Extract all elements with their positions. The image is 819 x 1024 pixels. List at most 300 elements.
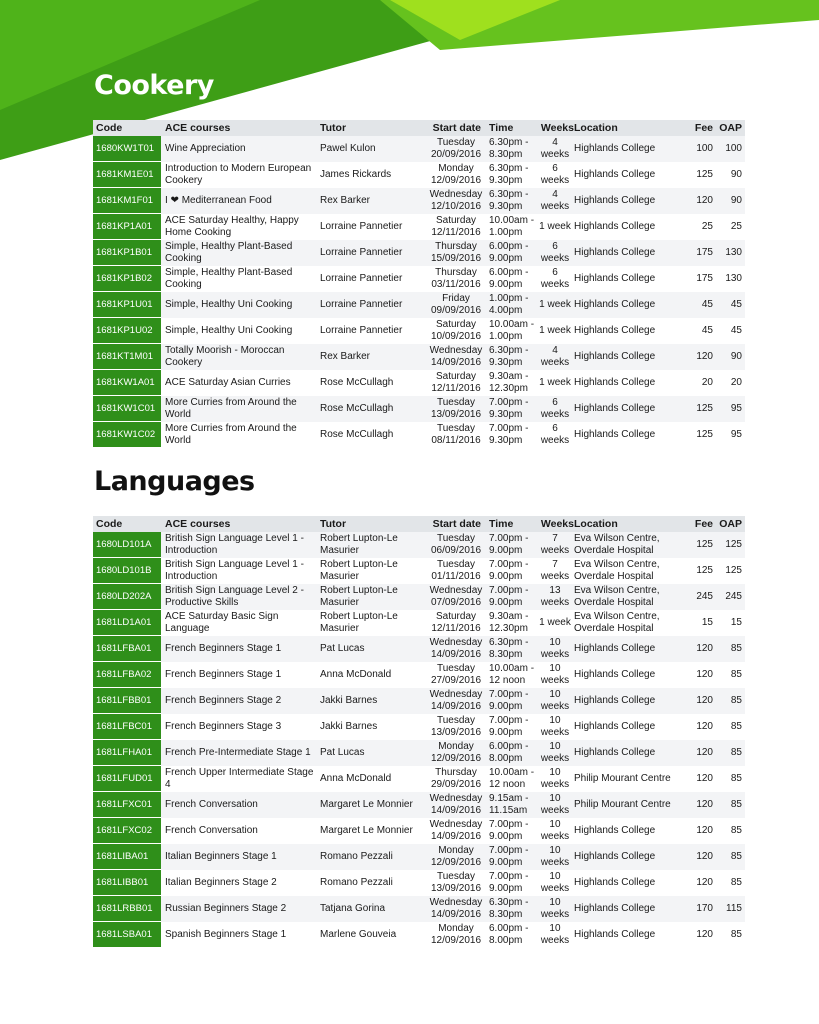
col-course: ACE courses xyxy=(165,518,231,530)
location xyxy=(574,532,684,558)
location xyxy=(574,584,684,610)
class-time-line1: 6.30pm - xyxy=(489,897,529,908)
languages-title: Languages xyxy=(94,466,255,497)
weeks-count-line1: 6 xyxy=(552,241,558,252)
class-time-line2: 9.00pm xyxy=(489,701,523,712)
table-row xyxy=(93,792,745,818)
start-date-line2: 12/09/2016 xyxy=(430,175,482,186)
start-date-line1: Wednesday xyxy=(429,819,483,830)
start-date-line1: Thursday xyxy=(435,767,477,778)
course-code: 1681KW1C01 xyxy=(93,396,161,422)
table-header xyxy=(93,120,745,136)
weeks-count-line1: 10 xyxy=(549,741,561,752)
table-row xyxy=(93,266,745,292)
class-time-line2: 9.00pm xyxy=(489,545,523,556)
location-line1: Highlands College xyxy=(574,747,656,758)
start-date xyxy=(427,818,485,844)
oap-value: 85 xyxy=(730,695,742,706)
class-time xyxy=(485,896,536,922)
start-date-line2: 14/09/2016 xyxy=(430,357,482,368)
tutor-name: Anna McDonald xyxy=(320,669,392,680)
table-row xyxy=(93,922,745,948)
weeks-count xyxy=(536,240,574,266)
col-location: Location xyxy=(574,122,618,134)
fee-value: 120 xyxy=(696,721,713,732)
start-date-line1: Thursday xyxy=(435,241,477,252)
start-date xyxy=(427,584,485,610)
fee-value: 25 xyxy=(701,221,713,232)
start-date-line1: Tuesday xyxy=(437,663,475,674)
col-time: Time xyxy=(489,518,514,530)
weeks-count-line1: 4 xyxy=(552,189,558,200)
class-time-line2: 11.15am xyxy=(489,805,528,816)
tutor-name: Rex Barker xyxy=(320,195,371,206)
weeks-count-line2: weeks xyxy=(540,727,570,738)
class-time-line1: 7.00pm - xyxy=(489,845,529,856)
location-line1: Highlands College xyxy=(574,721,656,732)
weeks-count xyxy=(536,370,574,396)
class-time-line1: 7.00pm - xyxy=(489,689,529,700)
course-code: 1681KW1A01 xyxy=(93,370,161,396)
fee-value: 120 xyxy=(696,669,713,680)
weeks-count xyxy=(536,266,574,292)
class-time-line2: 8.30pm xyxy=(489,149,523,160)
class-time-line1: 10.00am - xyxy=(489,319,535,330)
start-date xyxy=(427,422,485,448)
location-line1: Highlands College xyxy=(574,351,656,362)
cookery-title: Cookery xyxy=(94,70,214,101)
col-tutor: Tutor xyxy=(320,122,347,134)
course-code: 1681LFXC01 xyxy=(93,792,161,818)
fee-value: 120 xyxy=(696,695,713,706)
tutor-name: Rose McCullagh xyxy=(320,429,394,440)
weeks-count-line1: 1 week xyxy=(539,325,571,336)
table-row xyxy=(93,188,745,214)
fee-value: 245 xyxy=(696,591,713,602)
weeks-count-line1: 10 xyxy=(549,871,561,882)
weeks-count xyxy=(536,188,574,214)
class-time-line2: 9.30pm xyxy=(489,435,523,446)
start-date-line2: 27/09/2016 xyxy=(430,675,482,686)
table-row xyxy=(93,896,745,922)
weeks-count-line1: 10 xyxy=(549,923,561,934)
table-row xyxy=(93,370,745,396)
start-date xyxy=(427,870,485,896)
col-fee: Fee xyxy=(694,518,713,530)
location-line1: Highlands College xyxy=(574,325,656,336)
weeks-count-line1: 4 xyxy=(552,345,558,356)
start-date-line2: 10/09/2016 xyxy=(430,331,482,342)
class-time-line2: 12 noon xyxy=(489,779,526,790)
oap-value: 90 xyxy=(730,195,742,206)
col-code: Code xyxy=(96,122,123,134)
weeks-count xyxy=(536,792,574,818)
cookery-rows xyxy=(93,136,745,448)
oap-value: 95 xyxy=(730,403,742,414)
course-code: 1680KW1T01 xyxy=(93,136,161,162)
table-row xyxy=(93,344,745,370)
weeks-count-line1: 10 xyxy=(549,793,561,804)
start-date-line2: 01/11/2016 xyxy=(431,571,481,582)
location xyxy=(574,662,684,688)
weeks-count-line1: 10 xyxy=(549,845,561,856)
start-date-line2: 14/09/2016 xyxy=(430,805,482,816)
oap-value: 90 xyxy=(730,169,742,180)
location xyxy=(574,162,684,188)
table-row xyxy=(93,240,745,266)
class-time xyxy=(485,792,536,818)
oap-value: 15 xyxy=(730,617,742,628)
location xyxy=(574,740,684,766)
class-time xyxy=(485,422,536,448)
location-line1: Highlands College xyxy=(574,195,656,206)
tutor-name: Marlene Gouveia xyxy=(320,929,397,940)
col-start-date: Start date xyxy=(432,122,481,134)
location xyxy=(574,896,684,922)
start-date-line1: Saturday xyxy=(435,611,477,622)
course-name: French Beginners Stage 1 xyxy=(165,643,282,654)
start-date-line1: Wednesday xyxy=(429,345,483,356)
class-time-line1: 10.00am - xyxy=(489,767,535,778)
table-row xyxy=(93,636,745,662)
oap-value: 85 xyxy=(730,929,742,940)
weeks-count-line1: 10 xyxy=(549,767,561,778)
class-time xyxy=(485,662,536,688)
course-name: ACE Saturday Healthy, Happy Home Cooking xyxy=(165,215,299,238)
course-name: Simple, Healthy Uni Cooking xyxy=(165,299,293,310)
weeks-count-line1: 1 week xyxy=(539,221,571,232)
start-date-line1: Monday xyxy=(438,741,474,752)
start-date-line2: 07/09/2016 xyxy=(430,597,482,608)
fee-value: 175 xyxy=(696,273,713,284)
col-oap: OAP xyxy=(719,518,742,530)
weeks-count-line2: weeks xyxy=(540,201,570,212)
oap-value: 115 xyxy=(726,903,742,914)
class-time-line2: 9.30pm xyxy=(489,201,523,212)
start-date-line2: 12/09/2016 xyxy=(430,935,482,946)
tutor-name: Jakki Barnes xyxy=(320,695,378,706)
start-date-line1: Wednesday xyxy=(429,637,483,648)
location-line1: Highlands College xyxy=(574,377,656,388)
fee-value: 125 xyxy=(696,169,713,180)
class-time-line2: 9.30pm xyxy=(489,409,523,420)
class-time-line2: 9.30pm xyxy=(489,175,523,186)
fee-value: 125 xyxy=(696,403,713,414)
table-row xyxy=(93,396,745,422)
location-line2: Overdale Hospital xyxy=(574,597,654,608)
weeks-count-line2: weeks xyxy=(540,571,570,582)
weeks-count-line1: 1 week xyxy=(539,617,571,628)
course-name: I ❤ Mediterranean Food xyxy=(165,195,272,206)
weeks-count-line2: weeks xyxy=(540,597,570,608)
table-row xyxy=(93,870,745,896)
table-row xyxy=(93,766,745,792)
class-time-line1: 6.30pm - xyxy=(489,189,529,200)
weeks-count-line2: weeks xyxy=(540,935,570,946)
class-time-line1: 7.00pm - xyxy=(489,585,529,596)
weeks-count xyxy=(536,766,574,792)
class-time-line1: 7.00pm - xyxy=(489,819,529,830)
location xyxy=(574,922,684,948)
oap-value: 85 xyxy=(730,669,742,680)
oap-value: 130 xyxy=(725,247,742,258)
class-time-line1: 6.30pm - xyxy=(489,345,529,356)
oap-value: 85 xyxy=(730,799,742,810)
weeks-count-line2: weeks xyxy=(540,545,570,556)
location-line1: Philip Mourant Centre xyxy=(574,773,671,784)
tutor-name: Lorraine Pannetier xyxy=(320,221,403,232)
course-name: More Curries from Around the World xyxy=(165,423,297,446)
tutor-name: Rex Barker xyxy=(320,351,371,362)
tutor-name: Margaret Le Monnier xyxy=(320,825,413,836)
weeks-count xyxy=(536,422,574,448)
oap-value: 45 xyxy=(730,299,742,310)
class-time-line2: 8.30pm xyxy=(489,909,523,920)
start-date xyxy=(427,662,485,688)
location-line1: Highlands College xyxy=(574,299,656,310)
course-name: More Curries from Around the World xyxy=(165,397,297,420)
weeks-count xyxy=(536,610,574,636)
tutor-name: Robert Lupton-Le Masurier xyxy=(320,585,398,608)
class-time-line2: 8.30pm xyxy=(489,649,523,660)
col-code: Code xyxy=(96,518,123,530)
tutor-name: Pat Lucas xyxy=(320,747,365,758)
location-line1: Highlands College xyxy=(574,643,656,654)
class-time xyxy=(485,266,536,292)
fee-value: 175 xyxy=(696,247,713,258)
col-oap: OAP xyxy=(719,122,742,134)
class-time-line2: 8.00pm xyxy=(489,935,523,946)
location-line1: Philip Mourant Centre xyxy=(574,799,671,810)
start-date-line1: Saturday xyxy=(435,319,477,330)
location-line1: Highlands College xyxy=(574,429,656,440)
weeks-count-line2: weeks xyxy=(540,357,570,368)
location-line1: Highlands College xyxy=(574,273,656,284)
course-code: 1681LIBB01 xyxy=(93,870,161,896)
location xyxy=(574,870,684,896)
location xyxy=(574,714,684,740)
weeks-count xyxy=(536,396,574,422)
start-date xyxy=(427,214,485,240)
weeks-count-line1: 10 xyxy=(549,663,561,674)
location-line1: Eva Wilson Centre, xyxy=(574,533,660,544)
course-name: French Conversation xyxy=(165,799,258,810)
course-name: Totally Moorish - Moroccan Cookery xyxy=(165,345,285,368)
location xyxy=(574,636,684,662)
start-date-line1: Thursday xyxy=(435,267,477,278)
class-time-line1: 6.00pm - xyxy=(489,741,529,752)
class-time-line1: 10.00am - xyxy=(489,215,535,226)
class-time-line2: 12.30pm xyxy=(489,623,528,634)
location xyxy=(574,136,684,162)
table-row xyxy=(93,214,745,240)
location-line1: Highlands College xyxy=(574,221,656,232)
class-time xyxy=(485,740,536,766)
start-date-line1: Saturday xyxy=(435,215,477,226)
weeks-count-line1: 13 xyxy=(549,585,561,596)
class-time-line1: 6.00pm - xyxy=(489,267,529,278)
tutor-name: Rose McCullagh xyxy=(320,377,394,388)
start-date-line1: Tuesday xyxy=(437,871,475,882)
weeks-count-line2: weeks xyxy=(540,857,570,868)
weeks-count xyxy=(536,818,574,844)
class-time xyxy=(485,318,536,344)
weeks-count-line2: weeks xyxy=(540,909,570,920)
weeks-count-line1: 1 week xyxy=(539,377,571,388)
fee-value: 125 xyxy=(696,429,713,440)
location-line1: Eva Wilson Centre, xyxy=(574,611,660,622)
col-tutor: Tutor xyxy=(320,518,347,530)
start-date-line2: 06/09/2016 xyxy=(430,545,482,556)
tutor-name: Jakki Barnes xyxy=(320,721,378,732)
start-date xyxy=(427,188,485,214)
table-row xyxy=(93,610,745,636)
location xyxy=(574,214,684,240)
course-code: 1681KW1C02 xyxy=(93,422,161,448)
fee-value: 125 xyxy=(696,539,713,550)
start-date-line2: 14/09/2016 xyxy=(430,649,482,660)
class-time-line1: 10.00am - xyxy=(489,663,535,674)
class-time-line1: 7.00pm - xyxy=(489,423,529,434)
location xyxy=(574,396,684,422)
start-date xyxy=(427,558,485,584)
weeks-count-line2: weeks xyxy=(540,649,570,660)
class-time xyxy=(485,584,536,610)
location xyxy=(574,292,684,318)
table-row xyxy=(93,844,745,870)
weeks-count-line1: 7 xyxy=(552,533,558,544)
start-date xyxy=(427,636,485,662)
start-date-line1: Friday xyxy=(442,293,470,304)
start-date xyxy=(427,318,485,344)
start-date-line2: 12/09/2016 xyxy=(430,857,482,868)
class-time-line2: 12.30pm xyxy=(489,383,528,394)
course-name: Russian Beginners Stage 2 xyxy=(165,903,287,914)
class-time-line1: 9.15am - xyxy=(489,793,529,804)
location xyxy=(574,318,684,344)
table-header xyxy=(93,516,745,532)
weeks-count xyxy=(536,162,574,188)
cookery-table xyxy=(93,120,745,448)
oap-value: 100 xyxy=(725,143,742,154)
class-time-line1: 7.00pm - xyxy=(489,533,529,544)
weeks-count xyxy=(536,714,574,740)
start-date-line1: Tuesday xyxy=(437,559,475,570)
weeks-count xyxy=(536,292,574,318)
course-code: 1681KP1B01 xyxy=(93,240,161,266)
class-time-line2: 12 noon xyxy=(489,675,526,686)
tutor-name: Tatjana Gorina xyxy=(320,903,386,914)
tutor-name: Robert Lupton-Le Masurier xyxy=(320,611,398,634)
weeks-count-line2: weeks xyxy=(540,779,570,790)
start-date xyxy=(427,292,485,318)
start-date xyxy=(427,688,485,714)
start-date xyxy=(427,896,485,922)
course-name: French Beginners Stage 1 xyxy=(165,669,282,680)
start-date-line1: Wednesday xyxy=(429,189,483,200)
course-name: French Beginners Stage 2 xyxy=(165,695,282,706)
class-time-line1: 6.00pm - xyxy=(489,241,529,252)
oap-value: 25 xyxy=(730,221,742,232)
weeks-count-line1: 6 xyxy=(552,267,558,278)
weeks-count-line2: weeks xyxy=(540,753,570,764)
start-date xyxy=(427,922,485,948)
table-row xyxy=(93,662,745,688)
class-time-line1: 6.00pm - xyxy=(489,923,529,934)
tutor-name: Pat Lucas xyxy=(320,643,365,654)
start-date xyxy=(427,740,485,766)
start-date-line2: 03/11/2016 xyxy=(431,279,481,290)
start-date-line2: 12/10/2016 xyxy=(430,201,482,212)
start-date-line2: 14/09/2016 xyxy=(430,701,482,712)
location-line2: Overdale Hospital xyxy=(574,623,654,634)
start-date-line2: 14/09/2016 xyxy=(430,831,482,842)
table-row xyxy=(93,318,745,344)
course-code: 1681KP1A01 xyxy=(93,214,161,240)
start-date-line1: Tuesday xyxy=(437,397,475,408)
tutor-name: Lorraine Pannetier xyxy=(320,299,403,310)
start-date-line2: 08/11/2016 xyxy=(431,435,481,446)
start-date xyxy=(427,162,485,188)
start-date-line1: Monday xyxy=(438,923,474,934)
start-date xyxy=(427,344,485,370)
start-date-line2: 12/09/2016 xyxy=(430,753,482,764)
tutor-name: Lorraine Pannetier xyxy=(320,247,403,258)
start-date-line2: 12/11/2016 xyxy=(431,623,481,634)
class-time xyxy=(485,922,536,948)
location-line2: Overdale Hospital xyxy=(574,571,654,582)
oap-value: 245 xyxy=(725,591,742,602)
course-code: 1681LFBA02 xyxy=(93,662,161,688)
course-name: French Conversation xyxy=(165,825,258,836)
class-time-line2: 9.00pm xyxy=(489,571,523,582)
class-time-line2: 1.00pm xyxy=(489,227,523,238)
col-fee: Fee xyxy=(694,122,713,134)
class-time-line2: 4.00pm xyxy=(489,305,523,316)
class-time xyxy=(485,844,536,870)
location-line1: Highlands College xyxy=(574,403,656,414)
fee-value: 120 xyxy=(696,195,713,206)
location xyxy=(574,370,684,396)
class-time xyxy=(485,214,536,240)
fee-value: 120 xyxy=(696,929,713,940)
class-time-line2: 9.00pm xyxy=(489,883,523,894)
course-name: Italian Beginners Stage 2 xyxy=(165,877,277,888)
weeks-count-line2: weeks xyxy=(540,279,570,290)
table-row xyxy=(93,688,745,714)
weeks-count xyxy=(536,344,574,370)
tutor-name: Margaret Le Monnier xyxy=(320,799,413,810)
location-line1: Highlands College xyxy=(574,247,656,258)
weeks-count xyxy=(536,844,574,870)
weeks-count xyxy=(536,662,574,688)
start-date xyxy=(427,396,485,422)
oap-value: 90 xyxy=(730,351,742,362)
weeks-count-line1: 6 xyxy=(552,163,558,174)
course-name: ACE Saturday Basic Sign Language xyxy=(165,611,279,634)
weeks-count-line2: weeks xyxy=(540,409,570,420)
start-date-line2: 12/11/2016 xyxy=(431,227,481,238)
location xyxy=(574,422,684,448)
location xyxy=(574,188,684,214)
start-date xyxy=(427,714,485,740)
location-line1: Eva Wilson Centre, xyxy=(574,559,660,570)
start-date-line1: Monday xyxy=(438,163,474,174)
weeks-count xyxy=(536,136,574,162)
start-date xyxy=(427,766,485,792)
fee-value: 125 xyxy=(696,565,713,576)
weeks-count-line2: weeks xyxy=(540,831,570,842)
